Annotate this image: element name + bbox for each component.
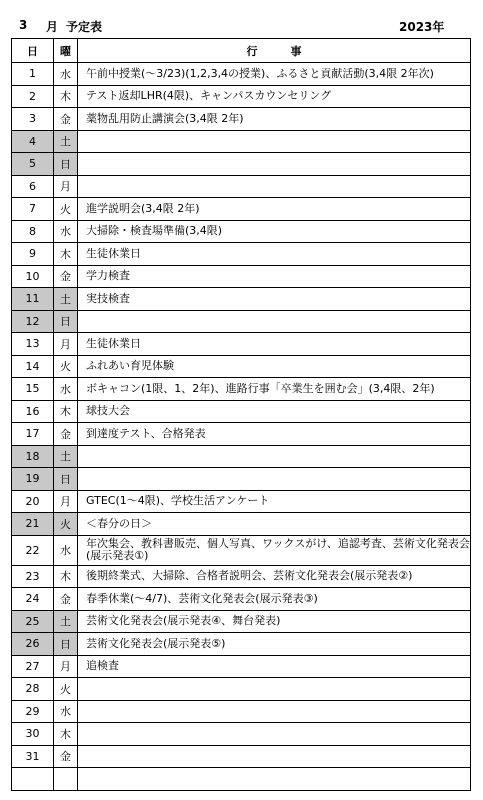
day-cell: 19: [12, 468, 54, 491]
table-row: [12, 445, 471, 468]
table-row: [12, 333, 471, 356]
weekday-cell: 水: [54, 63, 78, 86]
table-row: [12, 288, 471, 311]
event-cell: [78, 445, 471, 468]
table-row: [12, 633, 471, 656]
weekday-cell: 火: [54, 513, 78, 536]
table-row: [12, 108, 471, 131]
day-cell: 6: [12, 175, 54, 198]
event-cell: [78, 175, 471, 198]
table-row: [12, 678, 471, 701]
table-row: [12, 535, 471, 565]
weekday-cell: 水: [54, 378, 78, 401]
weekday-cell: 金: [54, 423, 78, 446]
table-row: [12, 468, 471, 491]
column-header-row: [12, 39, 471, 63]
day-cell: 25: [12, 610, 54, 633]
weekday-cell: 日: [54, 153, 78, 176]
day-cell: 15: [12, 378, 54, 401]
event-cell: 進学説明会(3,4限 2年): [78, 198, 471, 221]
day-cell: 17: [12, 423, 54, 446]
day-cell: 27: [12, 655, 54, 678]
table-row: [12, 198, 471, 221]
table-row: [12, 310, 471, 333]
day-cell: 3: [12, 108, 54, 131]
column-header-events: 行 事: [78, 39, 471, 63]
weekday-cell: 金: [54, 588, 78, 611]
event-cell: テスト返却LHR(4限)、キャンパスカウンセリング: [78, 85, 471, 108]
day-cell: 1: [12, 63, 54, 86]
event-cell: 生徒休業日: [78, 243, 471, 266]
day-cell: 22: [12, 535, 54, 565]
weekday-cell: 金: [54, 745, 78, 768]
table-row: [12, 85, 471, 108]
weekday-cell: 日: [54, 310, 78, 333]
table-row: [12, 378, 471, 401]
weekday-cell: 水: [54, 220, 78, 243]
day-cell: 31: [12, 745, 54, 768]
table-row: [12, 153, 471, 176]
weekday-cell: 金: [54, 108, 78, 131]
day-cell: 30: [12, 723, 54, 746]
day-cell: 9: [12, 243, 54, 266]
weekday-cell: 木: [54, 85, 78, 108]
weekday-cell: 月: [54, 655, 78, 678]
weekday-cell: 木: [54, 243, 78, 266]
table-row: [12, 175, 471, 198]
day-cell: 2: [12, 85, 54, 108]
event-cell: [78, 700, 471, 723]
day-cell: 16: [12, 400, 54, 423]
table-row: [12, 565, 471, 588]
weekday-cell: [54, 768, 78, 791]
table-row: [12, 490, 471, 513]
schedule-table: [11, 38, 471, 791]
weekday-cell: 土: [54, 288, 78, 311]
sheet-title: 予定表: [66, 20, 103, 34]
event-cell: 春季休業(～4/7)、芸術文化発表会(展示発表③): [78, 588, 471, 611]
event-cell: [78, 678, 471, 701]
weekday-cell: 水: [54, 700, 78, 723]
event-cell: 学力検査: [78, 265, 471, 288]
table-row: [12, 355, 471, 378]
table-row: [12, 423, 471, 446]
event-cell: [78, 310, 471, 333]
table-row: [12, 265, 471, 288]
weekday-cell: 日: [54, 633, 78, 656]
weekday-cell: 火: [54, 198, 78, 221]
table-row: [12, 588, 471, 611]
year-label: 2023年: [399, 20, 445, 34]
schedule-sheet: [11, 14, 471, 791]
weekday-cell: 火: [54, 678, 78, 701]
event-cell: 大掃除・検査場準備(3,4限): [78, 220, 471, 243]
column-header-dow: 曜: [54, 39, 78, 63]
day-cell: 11: [12, 288, 54, 311]
event-cell: ＜春分の日＞: [78, 513, 471, 536]
table-row: [12, 700, 471, 723]
event-cell: [78, 723, 471, 746]
weekday-cell: 日: [54, 468, 78, 491]
event-cell: 生徒休業日: [78, 333, 471, 356]
weekday-cell: 月: [54, 490, 78, 513]
event-cell: [78, 130, 471, 153]
day-cell: 29: [12, 700, 54, 723]
day-cell: 18: [12, 445, 54, 468]
event-cell: GTEC(1～4限)、学校生活アンケート: [78, 490, 471, 513]
weekday-cell: 水: [54, 535, 78, 565]
day-cell: 12: [12, 310, 54, 333]
table-row: [12, 400, 471, 423]
event-cell: 実技検査: [78, 288, 471, 311]
table-row: [12, 130, 471, 153]
day-cell: 4: [12, 130, 54, 153]
table-row: [12, 513, 471, 536]
table-row: [12, 723, 471, 746]
event-cell: [78, 768, 471, 791]
event-cell: [78, 745, 471, 768]
table-row: [12, 768, 471, 791]
table-row: [12, 63, 471, 86]
weekday-cell: 月: [54, 333, 78, 356]
event-cell: 年次集会、教科書販売、個人写真、ワックスがけ、追認考査、芸術文化発表会(展示発表①): [78, 535, 471, 565]
event-cell: 後期終業式、大掃除、合格者説明会、芸術文化発表会(展示発表②): [78, 565, 471, 588]
day-cell: 26: [12, 633, 54, 656]
day-cell: 10: [12, 265, 54, 288]
weekday-cell: 土: [54, 610, 78, 633]
day-cell: 7: [12, 198, 54, 221]
day-cell: 8: [12, 220, 54, 243]
table-row: [12, 610, 471, 633]
schedule-body: [12, 39, 471, 791]
sheet-header: [11, 14, 471, 38]
day-cell: 14: [12, 355, 54, 378]
table-row: [12, 745, 471, 768]
weekday-cell: 土: [54, 130, 78, 153]
weekday-cell: 月: [54, 175, 78, 198]
day-cell: 21: [12, 513, 54, 536]
event-cell: [78, 468, 471, 491]
day-cell: 24: [12, 588, 54, 611]
weekday-cell: 金: [54, 265, 78, 288]
month-char: 月: [46, 20, 59, 34]
weekday-cell: 木: [54, 565, 78, 588]
day-cell: 5: [12, 153, 54, 176]
table-row: [12, 655, 471, 678]
month-number: 3: [19, 18, 28, 32]
table-row: [12, 243, 471, 266]
event-cell: ボキャコン(1限、1、2年)、進路行事「卒業生を囲む会」(3,4限、2年): [78, 378, 471, 401]
event-cell: [78, 153, 471, 176]
weekday-cell: 木: [54, 400, 78, 423]
event-cell: 到達度テスト、合格発表: [78, 423, 471, 446]
day-cell: 28: [12, 678, 54, 701]
day-cell: 20: [12, 490, 54, 513]
day-cell: [12, 768, 54, 791]
table-row: [12, 220, 471, 243]
event-cell: 薬物乱用防止講演会(3,4限 2年): [78, 108, 471, 131]
event-cell: 追検査: [78, 655, 471, 678]
event-cell: 芸術文化発表会(展示発表⑤): [78, 633, 471, 656]
column-header-day: 日: [12, 39, 54, 63]
event-cell: 芸術文化発表会(展示発表④、舞台発表): [78, 610, 471, 633]
weekday-cell: 土: [54, 445, 78, 468]
weekday-cell: 木: [54, 723, 78, 746]
event-cell: 球技大会: [78, 400, 471, 423]
event-cell: ふれあい育児体験: [78, 355, 471, 378]
weekday-cell: 火: [54, 355, 78, 378]
day-cell: 13: [12, 333, 54, 356]
event-cell: 午前中授業(～3/23)(1,2,3,4の授業)、ふるさと貢献活動(3,4限 2年次): [78, 63, 471, 86]
day-cell: 23: [12, 565, 54, 588]
